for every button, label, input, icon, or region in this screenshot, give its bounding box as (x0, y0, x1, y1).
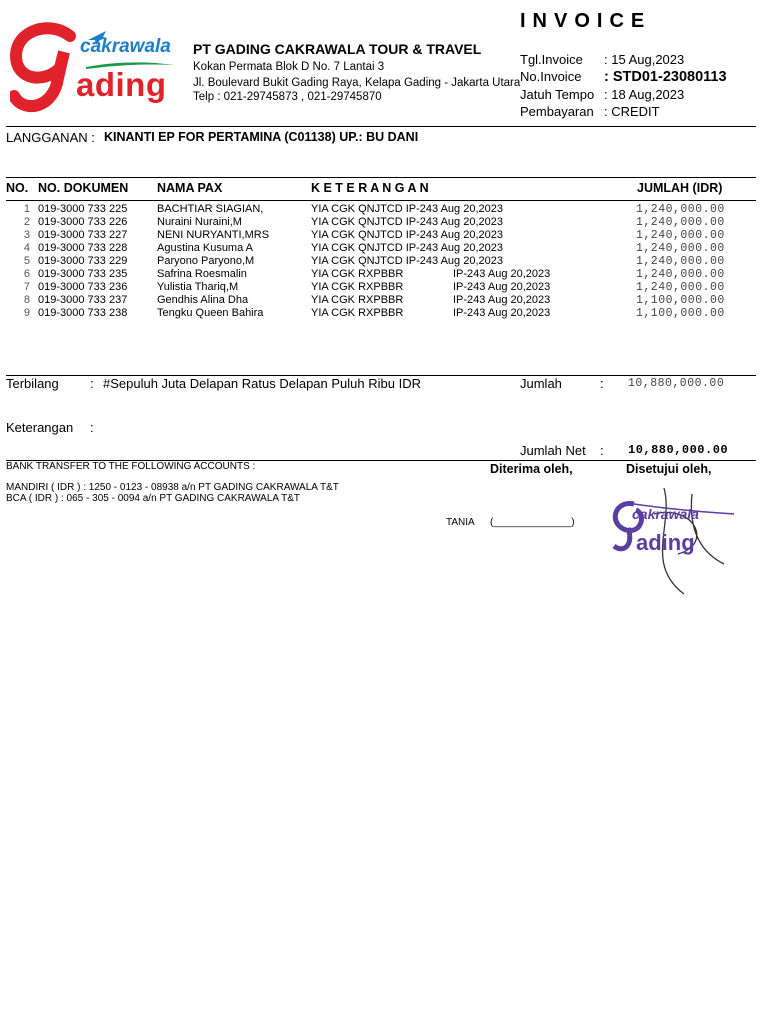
header-pax-name: NAMA PAX (157, 181, 223, 195)
invoice-number-label: No.Invoice (520, 69, 582, 84)
divider (6, 126, 756, 127)
row-pax-name: Yulistia Thariq,M (157, 281, 239, 293)
company-address-line1: Kokan Permata Blok D No. 7 Lantai 3 (193, 61, 385, 73)
row-pax-name: Nuraini Nuraini,M (157, 216, 242, 228)
row-document: 019-3000 733 238 (38, 307, 128, 319)
customer-label: LANGGANAN : (6, 130, 95, 145)
row-number: 4 (23, 242, 30, 254)
row-route: YIA CGK QNJTCD IP-243 Aug 20,2023 (311, 216, 503, 228)
row-number: 6 (23, 268, 30, 280)
payment-value: : CREDIT (604, 104, 660, 119)
row-amount: 1,240,000.00 (636, 216, 725, 229)
row-document: 019-3000 733 227 (38, 229, 128, 241)
payment-label: Pembayaran (520, 104, 594, 119)
row-number: 2 (23, 216, 30, 228)
net-total-value: 10,880,000.00 (628, 443, 729, 457)
row-flight: IP-243 Aug 20,2023 (453, 307, 551, 319)
row-pax-name: Safrina Roesmalin (157, 268, 247, 280)
row-document: 019-3000 733 225 (38, 203, 128, 215)
invoice-number-value: : STD01-23080113 (604, 69, 727, 85)
stamp-text-bottom: ading (636, 530, 695, 555)
row-pax-name: Agustina Kusuma A (157, 242, 254, 254)
row-flight: IP-243 Aug 20,2023 (453, 294, 551, 306)
invoice-date-label: Tgl.Invoice (520, 52, 583, 67)
notes-separator: : (90, 420, 94, 435)
table-header-border (6, 200, 756, 201)
approved-by-label: Disetujui oleh, (626, 462, 712, 476)
row-document: 019-3000 733 228 (38, 242, 128, 254)
header-document: NO. DOKUMEN (38, 181, 129, 195)
row-number: 9 (23, 307, 30, 319)
row-document: 019-3000 733 229 (38, 255, 128, 267)
table-top-border (6, 177, 756, 178)
total-label: Jumlah (520, 376, 562, 391)
logo-text-bottom: ading (76, 66, 167, 103)
invoice-title: INVOICE (520, 10, 652, 32)
received-by-name: TANIA (446, 517, 475, 528)
logo-text-top: cakrawala (80, 36, 171, 57)
row-pax-name: Gendhis Alina Dha (157, 294, 249, 306)
row-number: 8 (23, 294, 30, 306)
total-separator: : (600, 376, 604, 391)
row-flight: IP-243 Aug 20,2023 (453, 281, 551, 293)
row-pax-name: Paryono Paryono,M (157, 255, 255, 267)
company-phone: Telp : 021-29745873 , 021-29745870 (193, 91, 382, 103)
row-route: YIA CGK RXPBBR (311, 281, 404, 293)
received-by-signature-line: (______________) (490, 517, 575, 528)
bank-account-bca: BCA ( IDR ) : 065 - 305 - 0094 a/n PT GADING CAKRAWALA T&T (6, 493, 300, 504)
notes-label: Keterangan (6, 420, 74, 435)
row-flight: IP-243 Aug 20,2023 (453, 268, 551, 280)
terbilang-label: Terbilang (6, 376, 59, 391)
terbilang-value: #Sepuluh Juta Delapan Ratus Delapan Puluh Ribu IDR (103, 376, 421, 391)
row-pax-name: Tengku Queen Bahira (157, 307, 264, 319)
row-amount: 1,240,000.00 (636, 242, 725, 255)
net-total-label: Jumlah Net (520, 443, 586, 458)
row-number: 7 (23, 281, 30, 293)
bank-title: BANK TRANSFER TO THE FOLLOWING ACCOUNTS : (6, 461, 256, 472)
row-route: YIA CGK QNJTCD IP-243 Aug 20,2023 (311, 229, 503, 241)
row-route: YIA CGK RXPBBR (311, 294, 404, 306)
row-amount: 1,240,000.00 (636, 281, 725, 294)
header-description: K E T E R A N G A N (311, 181, 429, 195)
row-pax-name: BACHTIAR SIAGIAN, (157, 203, 264, 215)
row-number: 5 (23, 255, 30, 267)
total-value: 10,880,000.00 (628, 377, 725, 390)
bank-account-mandiri: MANDIRI ( IDR ) : 1250 - 0123 - 08938 a/n PT GADING CAKRAWALA T&T (6, 482, 339, 493)
row-amount: 1,100,000.00 (636, 294, 725, 307)
terbilang-separator: : (90, 376, 94, 391)
row-document: 019-3000 733 237 (38, 294, 128, 306)
row-amount: 1,240,000.00 (636, 203, 725, 216)
row-amount: 1,240,000.00 (636, 255, 725, 268)
row-route: YIA CGK RXPBBR (311, 307, 404, 319)
row-amount: 1,100,000.00 (636, 307, 725, 320)
header-no: NO. (6, 181, 29, 195)
row-document: 019-3000 733 236 (38, 281, 128, 293)
row-amount: 1,240,000.00 (636, 229, 725, 242)
row-route: YIA CGK QNJTCD IP-243 Aug 20,2023 (311, 242, 503, 254)
row-pax-name: NENI NURYANTI,MRS (157, 229, 270, 241)
row-number: 1 (23, 203, 30, 215)
row-route: YIA CGK RXPBBR (311, 268, 404, 280)
row-document: 019-3000 733 226 (38, 216, 128, 228)
row-amount: 1,240,000.00 (636, 268, 725, 281)
net-total-separator: : (600, 443, 604, 458)
customer-value: KINANTI EP FOR PERTAMINA (C01138) UP.: BU DANI (104, 130, 419, 144)
due-date-label: Jatuh Tempo (520, 87, 595, 102)
due-date-value: : 18 Aug,2023 (604, 87, 685, 102)
company-address-line2: Jl. Boulevard Bukit Gading Raya, Kelapa Gading - Jakarta Utara (193, 77, 521, 89)
header-amount: JUMLAH (IDR) (637, 181, 723, 195)
row-route: YIA CGK QNJTCD IP-243 Aug 20,2023 (311, 255, 503, 267)
received-by-label: Diterima oleh, (490, 462, 573, 476)
stamp-text-top: cakrawala (632, 506, 699, 522)
row-number: 3 (23, 229, 30, 241)
row-route: YIA CGK QNJTCD IP-243 Aug 20,2023 (311, 203, 503, 215)
row-document: 019-3000 733 235 (38, 268, 128, 280)
company-name: PT GADING CAKRAWALA TOUR & TRAVEL (193, 41, 482, 57)
invoice-date-value: : 15 Aug,2023 (604, 52, 685, 67)
